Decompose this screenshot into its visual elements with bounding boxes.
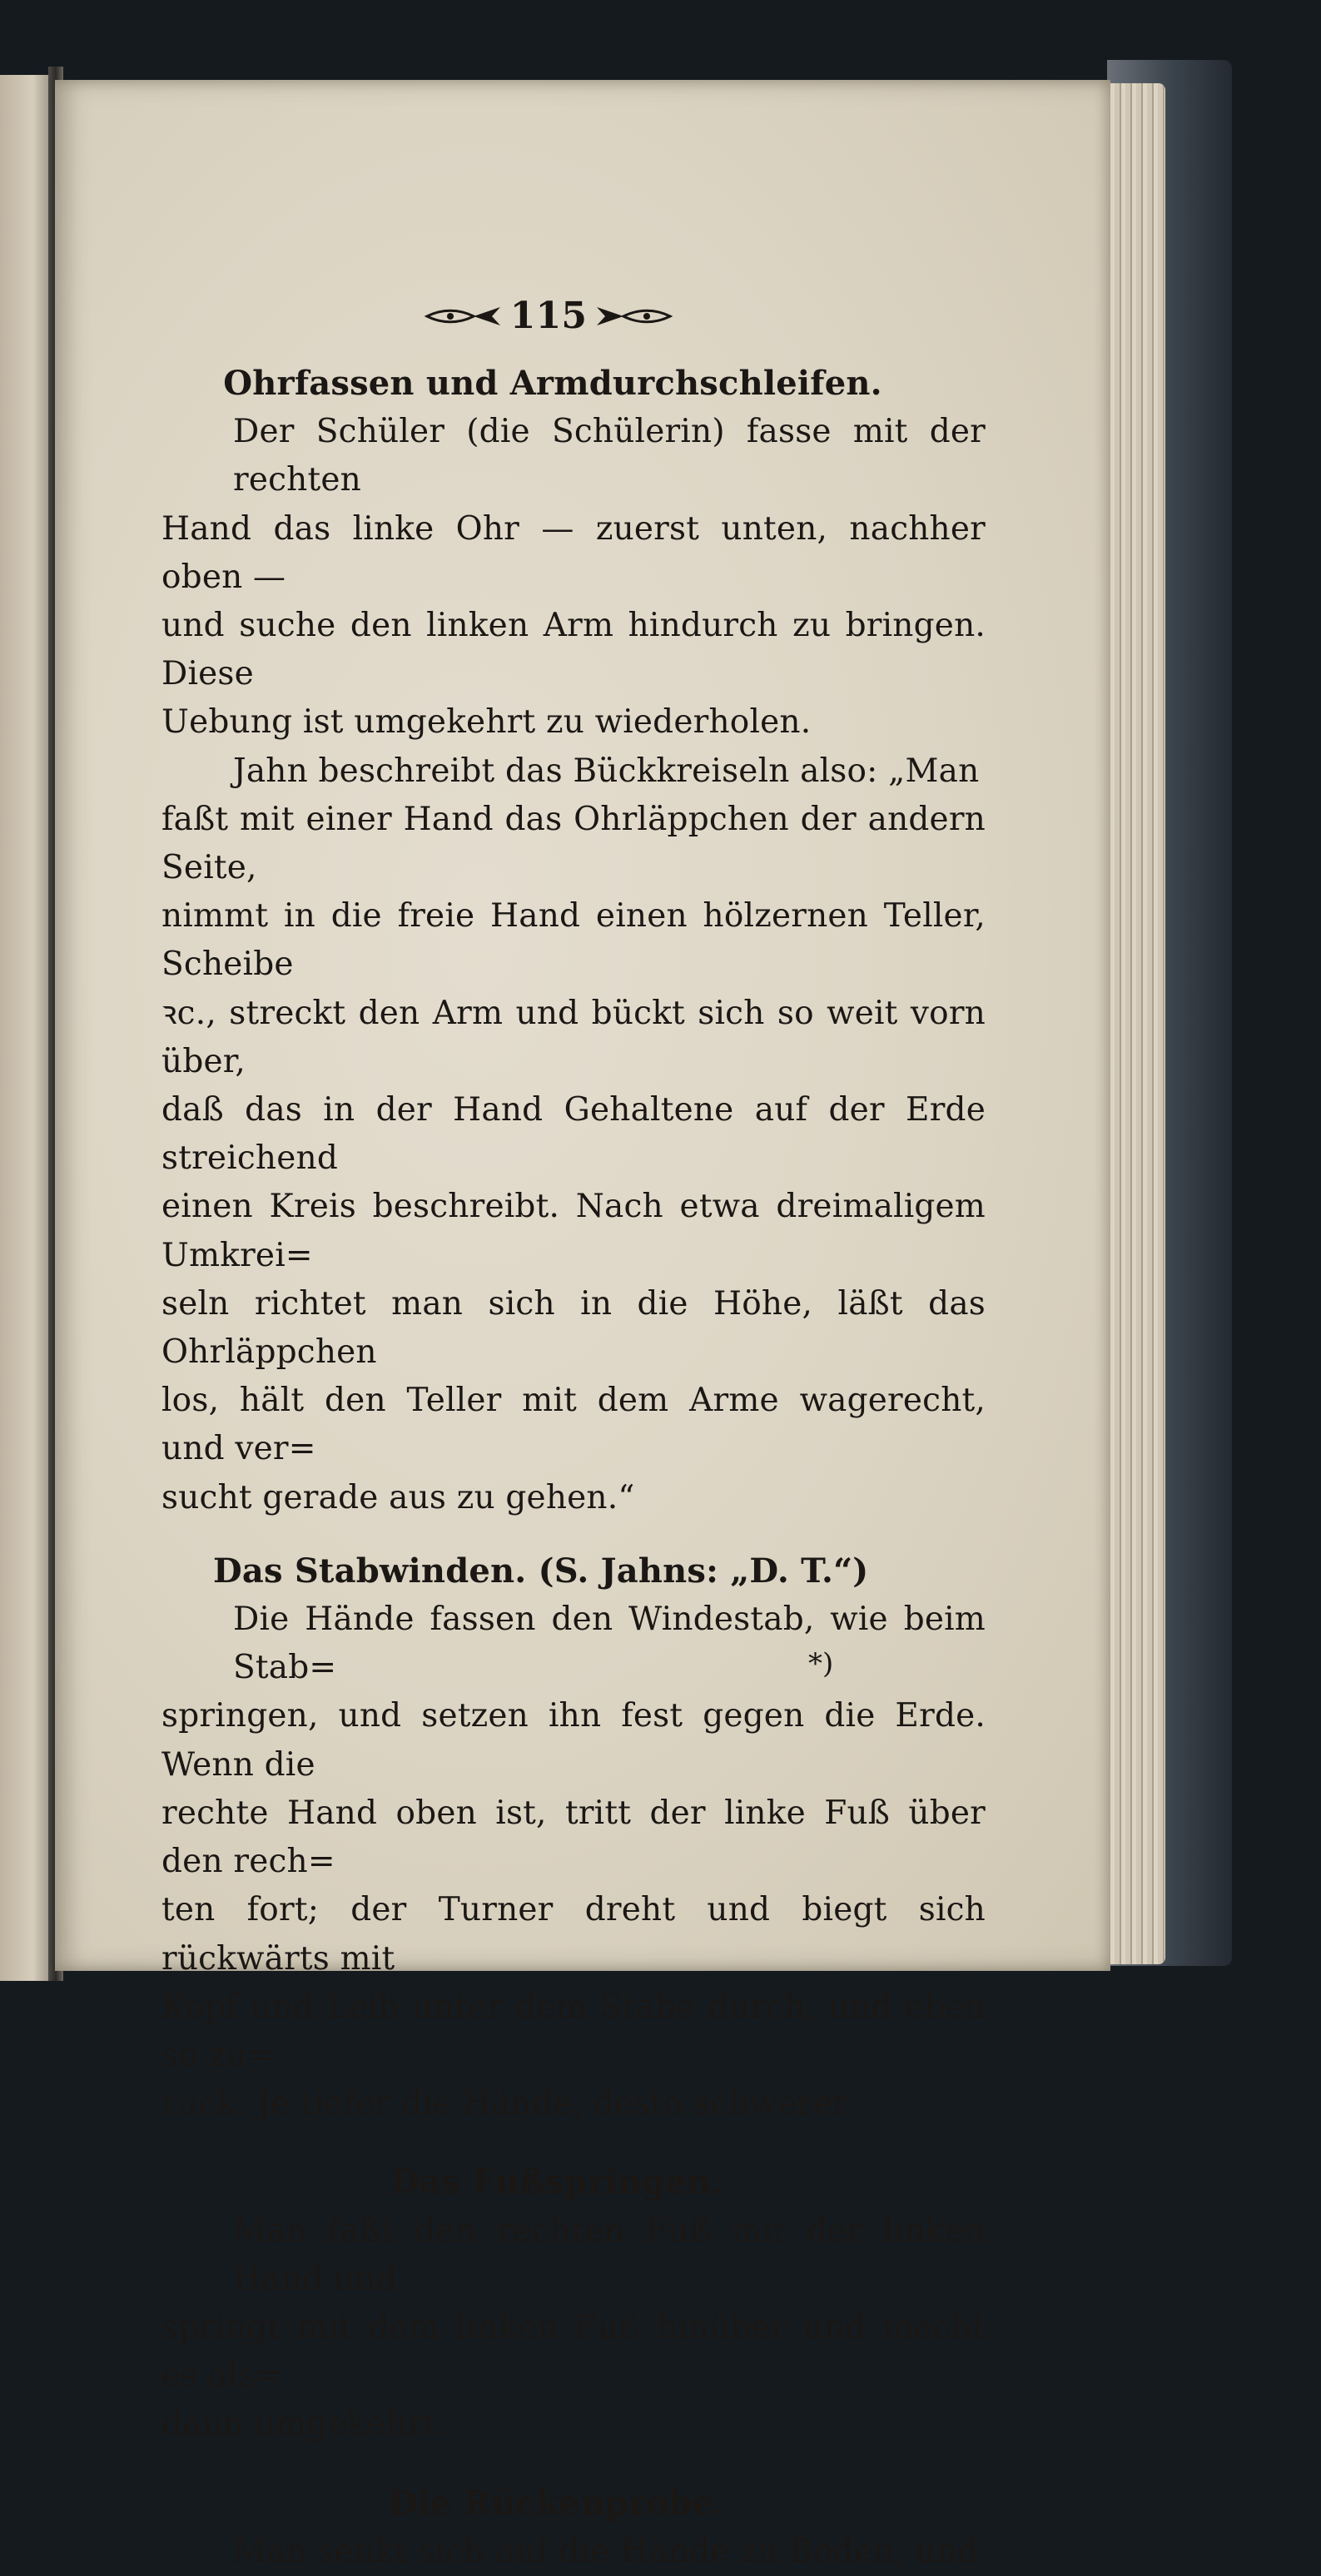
left-page-edge <box>0 75 55 1981</box>
text-line: los, hält den Teller mit dem Arme wagerecht, und ver= <box>161 1382 986 1468</box>
text-line: ten fort; der Turner dreht und biegt sich rückwärts mit <box>161 1891 986 1978</box>
section-heading: Ohrfassen und Armdurchschleifen. <box>223 364 882 403</box>
text-line: seln richtet man sich in die Höhe, läßt das Ohrläppchen <box>161 1284 986 1372</box>
page-text <box>161 291 986 2576</box>
text-line: Jahn beschreibt das Bückkreiseln also: „Man <box>233 752 980 790</box>
text-line: springen, und setzen ihn fest gegen die Erde. Wenn die <box>161 1697 986 1784</box>
text-line: und suche den linken Arm hindurch zu bringen. Diese <box>161 607 986 693</box>
section-body <box>161 408 986 1522</box>
text-line: ꝛc., streckt den Arm und bückt sich so weit vorn über, <box>161 994 986 1080</box>
text-line: faßt mit einer Hand das Ohrläppchen der andern Seite, <box>161 800 986 887</box>
text-line: Uebung ist umgekehrt zu wiederholen. <box>161 703 812 742</box>
text-line: Kopf und Leib unter dem Stabe durch, und eben so zu= <box>161 1988 986 2074</box>
section-body <box>161 2528 986 2576</box>
section-heading: Das Stabwinden. (S. Jahns: „D. T.“) <box>213 1551 869 1591</box>
text-line: sucht gerade aus zu gehen.“ <box>161 1478 635 1516</box>
text-line: Man faßt den rechten Fuß mit der linken Hand und <box>233 2211 986 2298</box>
page-number: 115 <box>509 294 588 337</box>
right-ornament-icon <box>595 305 672 327</box>
text-line: einen Kreis beschreibt. Nach etwa dreimaligem Umkrei= <box>161 1188 986 1274</box>
text-line: rechte Hand oben ist, tritt der linke Fuß über den rech= <box>161 1794 986 1881</box>
section-heading: Das Fußspringen. <box>390 2162 723 2202</box>
text-line: Der Schüler (die Schülerin) fasse mit der rechten <box>233 413 986 499</box>
text-line: Hand das linke Ohr — zuerst unten, nachher oben — <box>161 509 986 596</box>
section-heading: Die Rückenprobe. <box>388 2483 726 2523</box>
page-header <box>112 291 986 341</box>
text-line: Man senkt sich auf die Hände zu Boden, und <box>233 2532 979 2570</box>
text-line: nimmt in die freie Hand einen hölzernen Teller, Scheibe <box>161 897 986 984</box>
book-page <box>55 80 1110 2570</box>
text-line: Die Hände fassen den Windestab, wie beim Stab= <box>233 1601 986 1687</box>
text-line: springt mit dem linken Fuß hinüber und macht es als= <box>161 2308 986 2395</box>
section-body <box>161 1596 986 2128</box>
text-line: rück. Je tiefer die Hände, desto schwerer. <box>161 2085 855 2123</box>
left-ornament-icon <box>425 305 502 327</box>
text-line: dann umgekehrt. <box>161 2405 447 2444</box>
footnote-mark: *) <box>808 1647 834 1680</box>
section-body <box>161 2207 986 2449</box>
text-line: daß das in der Hand Gehaltene auf der Erde streichend <box>161 1091 986 1178</box>
